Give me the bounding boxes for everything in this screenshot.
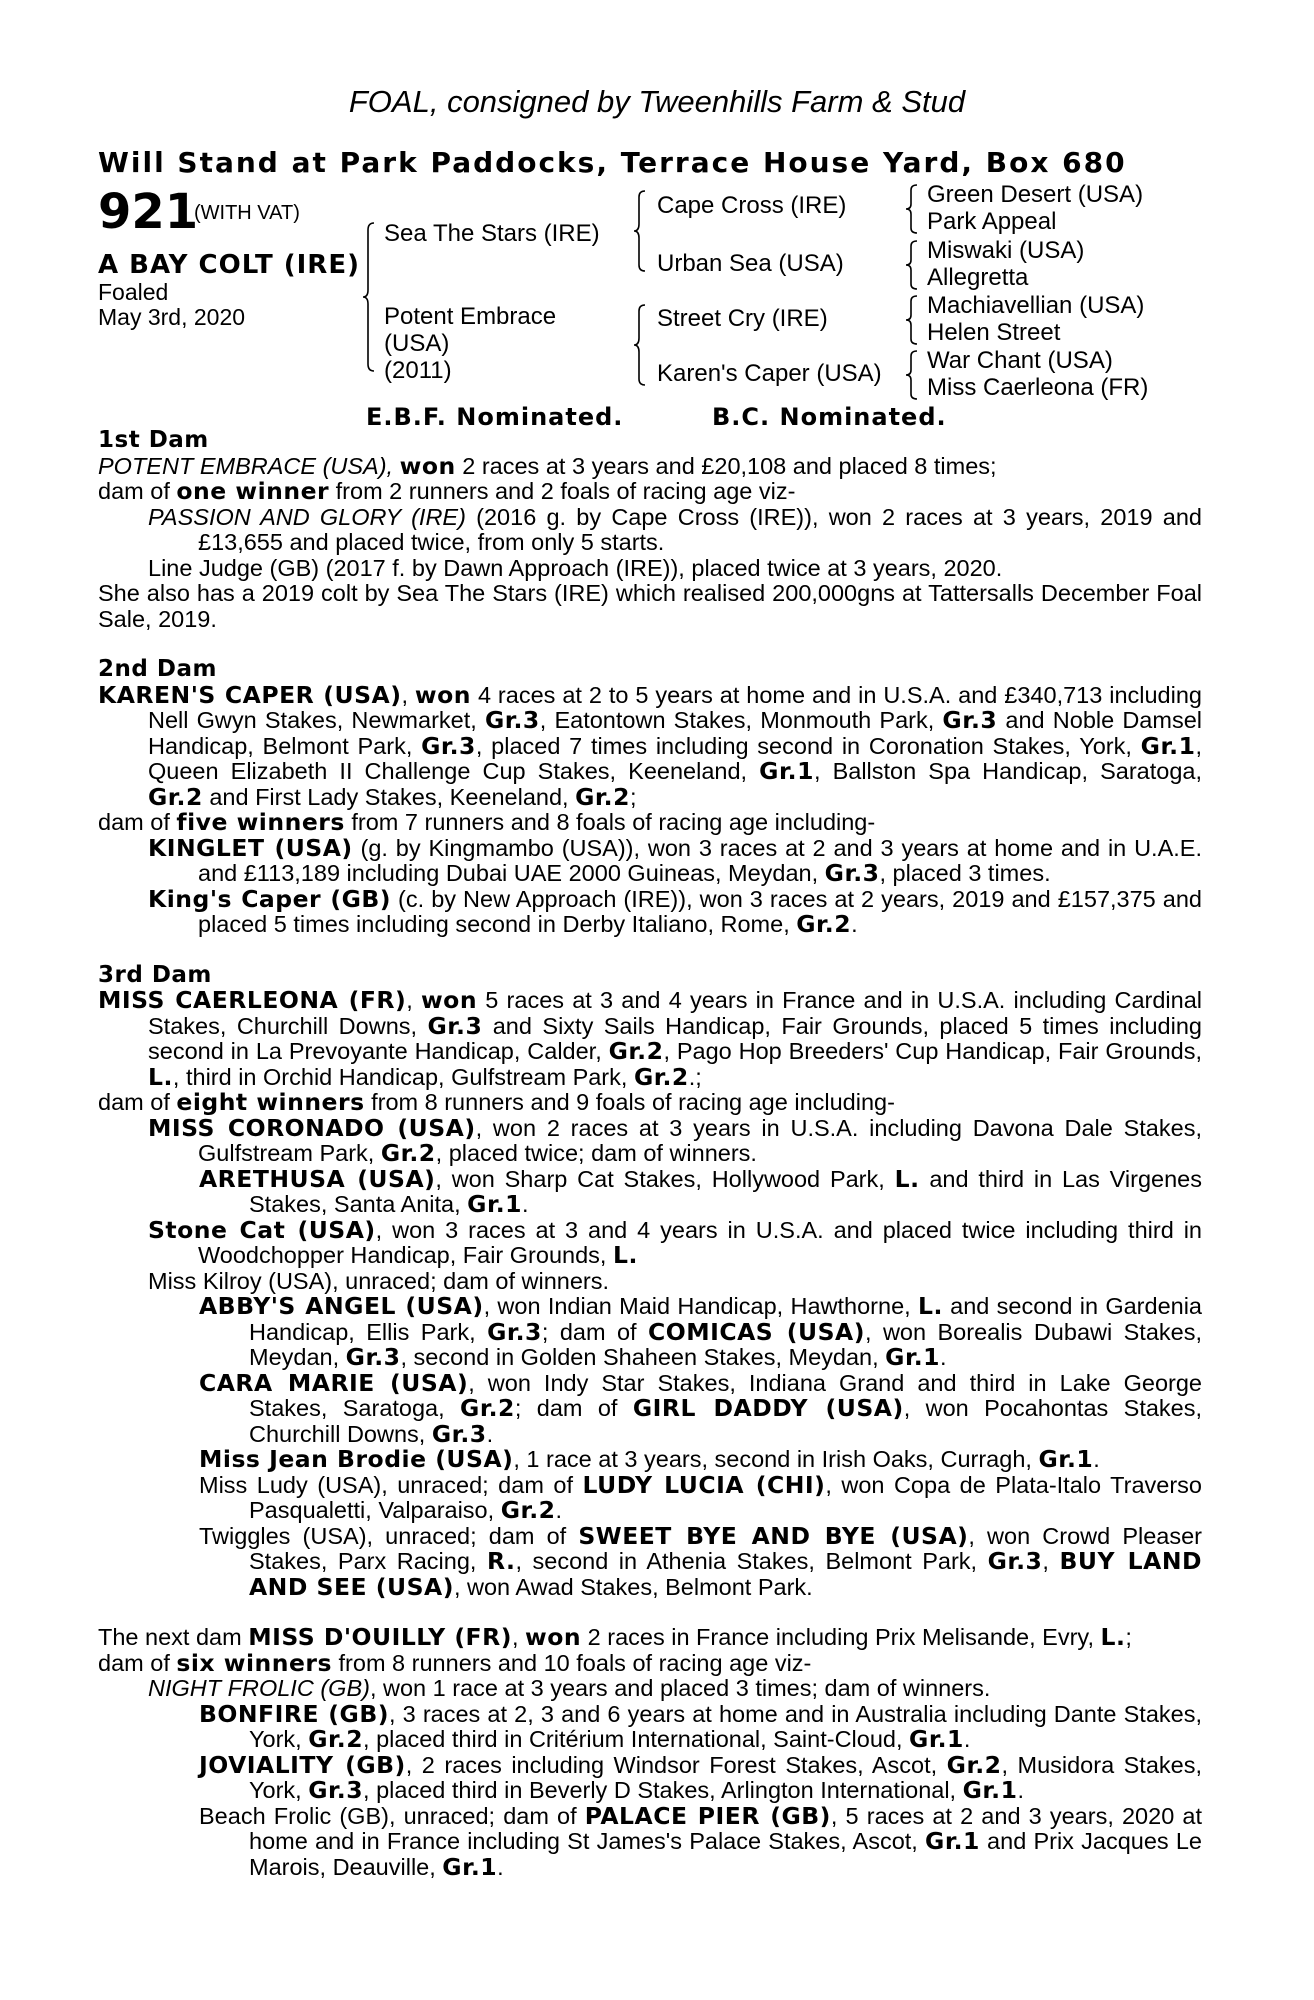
first-dam-produce-summary (98, 479, 1202, 505)
pedigree-g6: Helen Street (927, 319, 1061, 346)
pedigree-dam-sire: Street Cry (IRE) (657, 305, 828, 332)
text-run: ; (629, 783, 637, 810)
text-run: (g. by Kingmambo (USA)), won 3 races at 2 and 3 years at home and in U.A.E. and £113,189 including Dubai UAE 2000 Guineas, Meydan, (198, 834, 1202, 886)
foaled-label: Foaled (98, 279, 169, 305)
bold-text-run: Gr.3 (431, 1419, 487, 1448)
bold-text-run: Gr.1 (442, 1852, 498, 1881)
pedigree-g1: Green Desert (USA) (927, 181, 1144, 208)
bold-text-run: ABBY'S ANGEL (USA) (199, 1292, 484, 1320)
bold-text-run: ARETHUSA (USA) (199, 1164, 436, 1193)
bold-text-run: Gr.1 (885, 1343, 940, 1371)
text-run: Miss Ludy (USA), unraced; dam of (199, 1471, 583, 1498)
bold-text-run: R. (486, 1547, 516, 1575)
text-run: and Prix Jacques Le Marois, Deauville, (249, 1828, 1202, 1880)
vat-label: (WITH VAT) (194, 202, 300, 224)
pedigree-sire-sire: Cape Cross (IRE) (657, 192, 847, 219)
text-run: and Sixty Sails Handicap, Fair Grounds, placed 5 times including second in La Prevoyante Handicap, Calder, (148, 1012, 1202, 1064)
text-run: from 8 runners and 10 foals of racing age viz- (332, 1649, 812, 1676)
third-dam-produce-summary (98, 1090, 1202, 1116)
text-run: , won Crowd Pleaser Stakes, Parx Racing, (249, 1522, 1203, 1574)
text-run: , placed 7 times including second in Coronation Stakes, York, (475, 732, 1141, 759)
text-run: ; (1125, 1624, 1132, 1650)
bold-text-run: King's Caper (GB) (148, 884, 392, 913)
pedigree-g8: Miss Caerleona (FR) (927, 374, 1149, 401)
italic-text-run: NIGHT FROLIC (GB) (148, 1675, 370, 1701)
text-run: , Pago Hop Breeders' Cup Handicap, Fair Grounds, (663, 1038, 1202, 1064)
pedigree-brace-g1 (905, 184, 919, 234)
pedigree-brace-sire (633, 190, 647, 272)
bold-text-run: Gr.1 (759, 757, 814, 785)
text-run: , won Copa de Plata-Italo Traverso Pasqualetti, Valparaiso, (249, 1471, 1202, 1523)
text-run: She also has a 2019 colt by Sea The Stars (IRE) which realised 200,000gns at Tattersalls December Foal Sale, 2019. (98, 580, 1202, 632)
text-run: ; dam of (541, 1318, 649, 1345)
second-dam-heading: 2nd Dam (98, 656, 217, 682)
text-run: dam of (98, 1089, 177, 1115)
bold-text-run: Gr.3 (345, 1343, 401, 1371)
bold-text-run: Miss Jean Brodie (USA) (199, 1445, 514, 1473)
bold-text-run: MISS CAERLEONA (FR) (98, 986, 407, 1014)
pedigree-dam-country: (USA) (384, 330, 450, 357)
pedigree-sire: Sea The Stars (IRE) (384, 220, 600, 247)
bold-text-run: Gr.3 (308, 1776, 364, 1804)
text-run: dam of (98, 478, 177, 504)
third-dam-heading: 3rd Dam (98, 961, 212, 988)
produce-entry (98, 1447, 1202, 1473)
pedigree-brace-dam (633, 304, 647, 386)
produce-entry (98, 1801, 1202, 1881)
text-run: . (521, 1191, 529, 1217)
text-run: , placed third in Critérium International, Saint-Cloud, (363, 1726, 910, 1752)
text-run: and First Lady Stakes, Keeneland, (202, 783, 576, 810)
bold-text-run: Gr.3 (942, 706, 998, 734)
bold-text-run: JOVIALITY (GB) (199, 1750, 406, 1779)
text-run: , 2 races including Windsor Forest Stakes, Ascot, (405, 1751, 947, 1778)
text-run: , 5 races at 2 and 3 years, 2020 at home and in France including St James's Palace Stakes, Ascot, (249, 1802, 1202, 1854)
bold-text-run: Gr.2 (500, 1496, 556, 1524)
bold-text-run: Gr.2 (946, 1750, 1002, 1779)
pedigree-dam-dam: Karen's Caper (USA) (657, 360, 882, 387)
text-run: , second in Golden Shaheen Stakes, Meydan, (400, 1344, 886, 1370)
text-run: ; dam of (514, 1395, 633, 1421)
bold-text-run: Gr.1 (1038, 1445, 1094, 1473)
text-run: . (1017, 1777, 1024, 1803)
text-run: , Queen Elizabeth II Challenge Cup Stakes, Keeneland, (148, 732, 1202, 784)
produce-entry (98, 1269, 1202, 1295)
text-run: from 8 runners and 9 foals of racing age including- (364, 1089, 895, 1115)
bold-text-run: Gr.2 (148, 782, 203, 811)
pedigree-brace-g3 (905, 295, 919, 345)
first-dam-heading: 1st Dam (98, 427, 209, 453)
pedigree-g5: Machiavellian (USA) (927, 292, 1145, 319)
ebf-nominated: E.B.F. Nominated. (366, 403, 624, 431)
lot-number: 921 (98, 184, 199, 240)
produce-entry (98, 1521, 1203, 1601)
bold-text-run: Gr.1 (962, 1776, 1018, 1804)
bold-text-run: L. (612, 1241, 638, 1269)
bold-text-run: Gr.2 (633, 1062, 689, 1091)
pedigree-brace-main (362, 222, 376, 372)
text-run: . (939, 1344, 947, 1370)
pedigree-g4: Allegretta (927, 264, 1029, 291)
bold-text-run: KINGLET (USA) (148, 833, 353, 862)
bold-text-run: L. (894, 1164, 920, 1193)
text-run: , 3 races at 2, 3 and 6 years at home and in Australia including Dante Stakes, York, (249, 1700, 1202, 1752)
horse-description: A BAY COLT (IRE) (98, 250, 360, 280)
pedigree-brace-g4 (905, 350, 919, 400)
bold-text-run: Gr.2 (608, 1037, 664, 1065)
pedigree-dam-name: Potent Embrace (384, 303, 557, 330)
text-run: (2016 g. by Cape Cross (IRE)), won 2 races at 3 years, 2019 and £13,655 and placed twice, from only 5 starts. (198, 503, 1202, 555)
pedigree-brace-g2 (905, 240, 919, 290)
text-run: , Ballston Spa Handicap, Saratoga, (813, 758, 1203, 784)
first-dam-note (98, 581, 1202, 632)
text-run: . (963, 1726, 971, 1752)
produce-entry (98, 505, 1202, 556)
bold-text-run: L. (917, 1292, 943, 1320)
bold-text-run: eight winners (176, 1088, 365, 1116)
produce-entry (98, 1470, 1202, 1524)
text-run: 4 races at 2 to 5 years at home and in U.S.A. and £340,713 including Nell Gwyn Stakes, Newmarket, (148, 681, 1202, 733)
bold-text-run: L. (148, 1062, 173, 1091)
stand-location: Will Stand at Park Paddocks, Terrace House Yard, Box 680 (98, 146, 1127, 179)
bold-text-run: Gr.2 (796, 910, 852, 938)
produce-entry (98, 1164, 1202, 1218)
bold-text-run: CARA MARIE (USA) (199, 1368, 469, 1397)
text-run: , won Awad Stakes, Belmont Park. (453, 1573, 813, 1600)
text-run: , won 3 races at 3 and 4 years in U.S.A. and placed twice including third in Woodchopper Handicap, Fair Grounds, (198, 1216, 1202, 1268)
bold-text-run: one winner (176, 477, 330, 505)
text-run: . (486, 1420, 494, 1447)
second-dam-record (98, 680, 1203, 811)
text-run: . (497, 1853, 504, 1880)
text-run: , placed twice; dam of winners. (435, 1140, 757, 1166)
text-run: , 1 race at 3 years, second in Irish Oaks, Curragh, (513, 1446, 1039, 1472)
text-run: 2 races in France including Prix Melisande, Evry, (581, 1624, 1101, 1650)
bold-text-run: Gr.1 (1140, 731, 1196, 760)
bold-text-run: won (525, 1623, 582, 1651)
text-run: 2 races at 3 years and £20,108 and placed 8 times; (455, 452, 997, 479)
pedigree-g3: Miswaki (USA) (927, 237, 1085, 264)
bold-text-run: Gr.3 (484, 706, 540, 734)
bold-text-run: LUDY LUCIA (CHI) (582, 1470, 826, 1499)
text-run: , won Pocahontas Stakes, Churchill Downs, (249, 1395, 1203, 1447)
text-run: Line Judge (GB) (2017 f. by Dawn Approach (IRE)), placed twice at 3 years, 2020. (148, 554, 1003, 581)
text-run: and third in Las Virgenes Stakes, Santa Anita, (249, 1165, 1202, 1217)
pedigree-g7: War Chant (USA) (927, 347, 1113, 374)
bold-text-run: won (399, 451, 456, 480)
text-run: The next dam (98, 1624, 249, 1650)
text-run: from 7 runners and 8 foals of racing age including- (344, 809, 876, 835)
text-run: Miss Kilroy (USA), unraced; dam of winners. (148, 1267, 610, 1294)
text-run: , (401, 681, 415, 708)
produce-entry (98, 1676, 1202, 1702)
catalogue-body (98, 428, 1202, 1880)
text-run: , won Indian Maid Handicap, Hawthorne, (483, 1293, 918, 1319)
text-run: from 2 runners and 2 foals of racing age viz- (329, 478, 796, 504)
text-run: , won Sharp Cat Stakes, Hollywood Park, (435, 1165, 895, 1192)
produce-entry (98, 556, 1202, 582)
bold-text-run: Gr.2 (308, 1725, 364, 1753)
bold-text-run: six winners (176, 1648, 332, 1677)
bold-text-run: five winners (176, 808, 345, 836)
second-dam-produce-summary (98, 810, 1202, 836)
bold-text-run: BONFIRE (GB) (199, 1699, 389, 1728)
bold-text-run: MISS D'OUILLY (FR) (248, 1623, 512, 1651)
text-run: . (851, 911, 858, 937)
bold-text-run: COMICAS (USA) (648, 1317, 865, 1346)
text-run: , won 1 race at 3 years and placed 3 times; dam of winners. (369, 1675, 991, 1701)
produce-entry (98, 1113, 1202, 1167)
produce-entry (98, 1294, 1202, 1371)
bold-text-run: Gr.1 (467, 1190, 522, 1218)
text-run: Beach Frolic (GB), unraced; dam of (199, 1802, 585, 1829)
pedigree-g2: Park Appeal (927, 208, 1057, 235)
bold-text-run: Gr.2 (460, 1394, 515, 1422)
produce-entry (98, 1215, 1202, 1269)
text-run: , won Indy Star Stakes, Indiana Grand and third in Lake George Stakes, Saratoga, (249, 1369, 1202, 1421)
bold-text-run: Gr.3 (487, 1317, 542, 1346)
pedigree-sire-dam: Urban Sea (USA) (657, 250, 844, 277)
text-run: , (1042, 1548, 1060, 1574)
next-dam-record (98, 1625, 1202, 1651)
text-run: , placed 3 times. (879, 860, 1051, 886)
text-run: , Eatontown Stakes, Monmouth Park, (539, 707, 943, 733)
third-dam-record (98, 988, 1202, 1090)
produce-entry (98, 833, 1202, 887)
bold-text-run: Gr.1 (925, 1827, 980, 1855)
text-run: (c. by New Approach (IRE)), won 3 races at 2 years, 2019 and £157,375 and placed 5 times including second in Derby Italiano, Rome, (198, 885, 1202, 937)
bold-text-run: won (420, 986, 478, 1014)
italic-text-run: POTENT EMBRACE (USA), (98, 452, 400, 479)
bold-text-run: MISS CORONADO (USA) (148, 1113, 476, 1142)
first-dam-record (98, 451, 1202, 480)
bold-text-run: Gr.2 (380, 1139, 436, 1167)
pedigree-dam-year: (2011) (384, 357, 452, 384)
text-run: and Noble Damsel Handicap, Belmont Park, (148, 707, 1202, 759)
produce-entry (98, 1368, 1203, 1448)
bold-text-run: SWEET BYE AND BYE (USA) (578, 1521, 969, 1550)
consignment-line: FOAL, consigned by Tweenhills Farm & Stud (348, 84, 966, 119)
text-run: , second in Athenia Stakes, Belmont Park, (515, 1548, 988, 1574)
text-run: , third in Orchid Handicap, Gulfstream Park, (172, 1063, 634, 1090)
text-run: , (511, 1624, 526, 1650)
text-run: and second in Gardenia Handicap, Ellis Park, (249, 1293, 1202, 1345)
text-run: 5 races at 3 and 4 years in France and in U.S.A. including Cardinal Stakes, Churchill Downs, (148, 987, 1203, 1039)
bold-text-run: Gr.2 (575, 782, 630, 811)
bold-text-run: BUY LAND AND SEE (USA) (249, 1547, 1202, 1601)
text-run: dam of (98, 1649, 177, 1676)
text-run: . (555, 1497, 563, 1523)
bold-text-run: Gr.3 (987, 1547, 1043, 1575)
text-run: , won 2 races at 3 years in U.S.A. including Davona Dale Stakes, Gulfstream Park, (198, 1114, 1202, 1166)
text-run: . (1093, 1446, 1100, 1472)
bold-text-run: L. (1100, 1623, 1126, 1651)
foaled-date: May 3rd, 2020 (98, 304, 246, 330)
text-run: .; (688, 1063, 702, 1090)
produce-entry (98, 1750, 1203, 1804)
bold-text-run: won (414, 680, 472, 709)
text-run: dam of (98, 809, 177, 835)
text-run: , won Borealis Dubawi Stakes, Meydan, (249, 1318, 1203, 1370)
text-run: Twiggles (USA), unraced; dam of (199, 1522, 579, 1549)
bold-text-run: Gr.3 (421, 731, 476, 760)
bold-text-run: Gr.3 (824, 859, 880, 887)
bold-text-run: KAREN'S CAPER (USA) (98, 680, 402, 709)
bold-text-run: GIRL DADDY (USA) (632, 1394, 904, 1422)
bold-text-run: Stone Cat (USA) (148, 1215, 376, 1244)
bold-text-run: Gr.3 (427, 1011, 483, 1040)
next-dam-produce-summary (98, 1648, 1202, 1677)
text-run: , (406, 987, 421, 1013)
produce-entry (98, 1699, 1202, 1753)
italic-text-run: PASSION AND GLORY (IRE) (148, 503, 466, 530)
bold-text-run: PALACE PIER (GB) (584, 1801, 831, 1830)
bold-text-run: Gr.1 (909, 1725, 964, 1753)
bc-nominated: B.C. Nominated. (712, 403, 947, 431)
text-run: , Musidora Stakes, York, (249, 1751, 1203, 1803)
produce-entry (98, 884, 1202, 938)
text-run: , placed third in Beverly D Stakes, Arlington International, (363, 1777, 963, 1803)
